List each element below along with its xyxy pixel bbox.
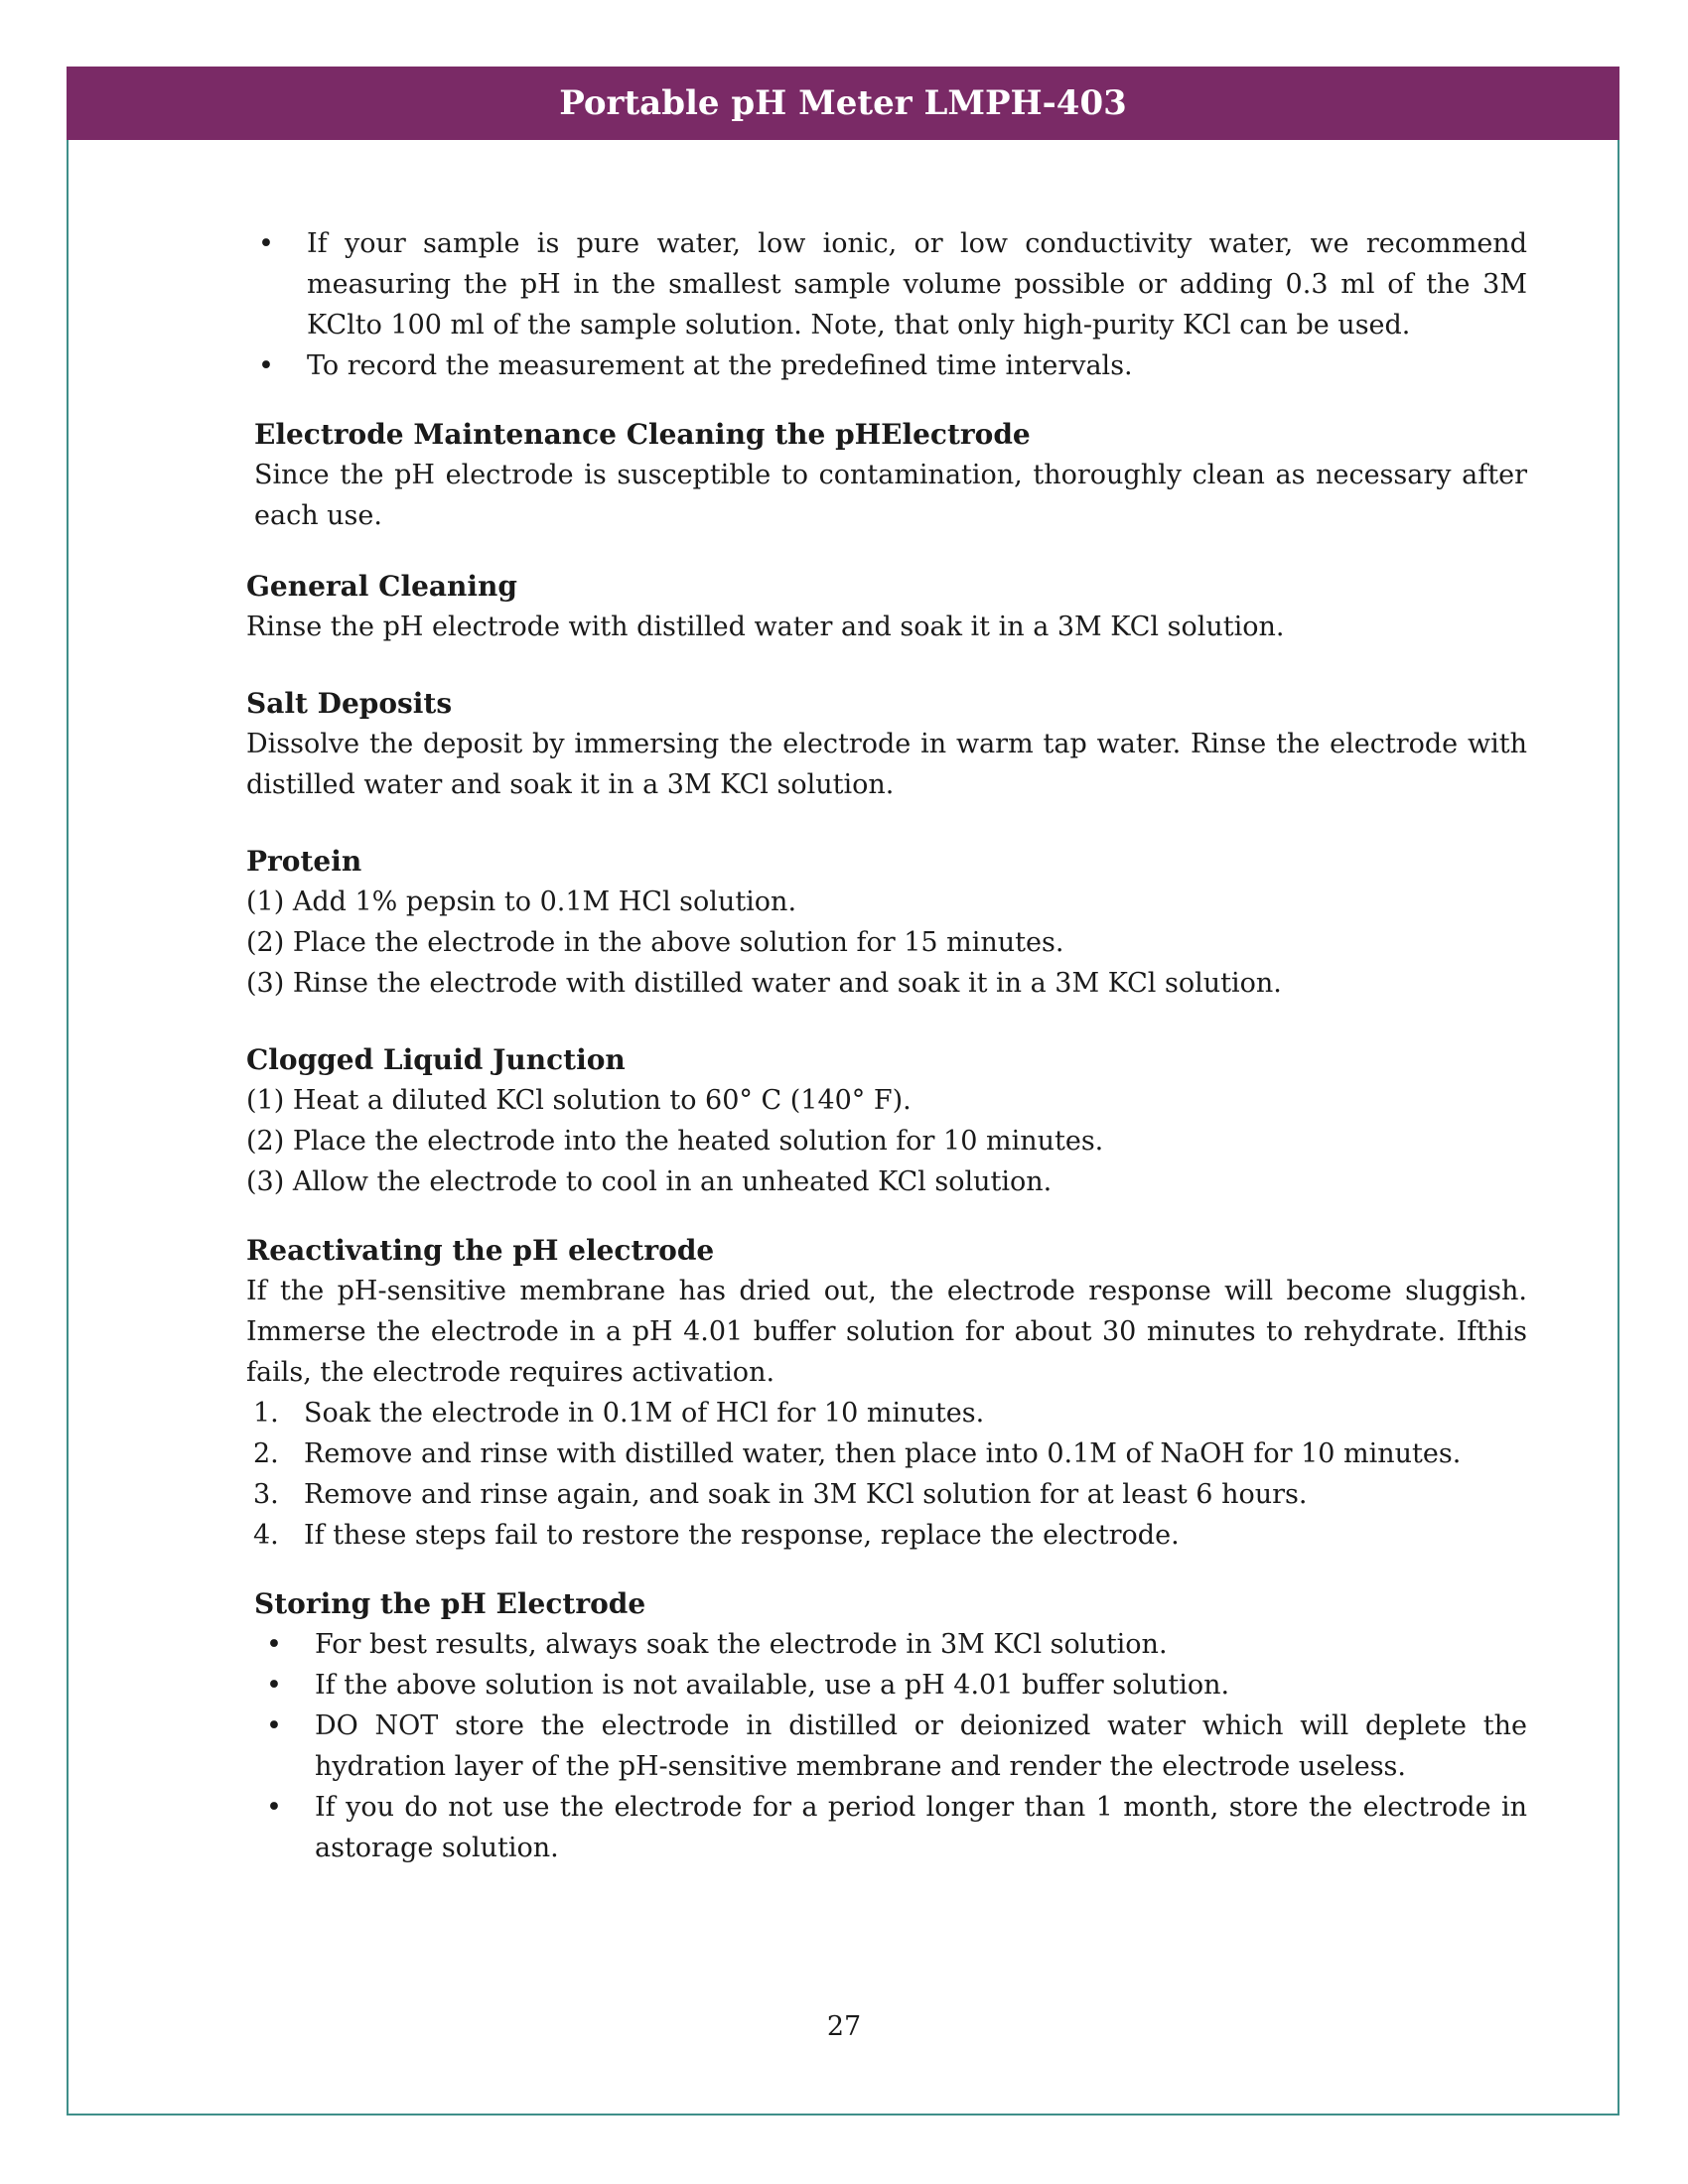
section-text: Rinse the pH electrode with distilled water and soak it in a 3M KCl solution.: [246, 612, 1285, 642]
list-item: 2. Remove and rinse with distilled water, then place into 0.1M of NaOH for 10 minutes.: [253, 1438, 1462, 1469]
page-number: 27: [826, 2011, 862, 2042]
step-line: (2) Place the electrode into the heated solution for 10 minutes.: [246, 1126, 1104, 1157]
maintenance-section: [254, 414, 1527, 536]
section-heading: Salt Deposits: [246, 687, 453, 720]
clogged-junction-section: [246, 1039, 1527, 1202]
step-line: (2) Place the electrode in the above solution for 15 minutes.: [246, 927, 1064, 958]
bullet-icon: •: [266, 1710, 282, 1741]
storing-bullet-list: [254, 1624, 1527, 1868]
section-heading: Protein: [246, 845, 362, 878]
section-heading: Storing the pH Electrode: [254, 1587, 646, 1620]
reactivation-steps: [246, 1393, 1527, 1556]
list-item: • DO NOT store the electrode in distilled or deionized water which will deplete the hydration layer of the pH-sensitive membrane and render the electrode useless.: [254, 1706, 1527, 1787]
list-item: 1. Soak the electrode in 0.1M of HCl for 10 minutes.: [253, 1398, 985, 1429]
bullet-icon: •: [258, 350, 274, 381]
page-content: [246, 223, 1527, 1868]
step-line: (1) Heat a diluted KCl solution to 60° C (140° F).: [246, 1085, 912, 1116]
header-title: Portable pH Meter LMPH-403: [559, 83, 1127, 123]
step-line: (1) Add 1% pepsin to 0.1M HCl solution.: [246, 887, 797, 917]
list-item: 4. If these steps fail to restore the response, replace the electrode.: [253, 1520, 1180, 1551]
intro-bullet-list: [246, 223, 1527, 386]
list-item: • If your sample is pure water, low ionic, or low conductivity water, we recommend measuring the pH in the smallest sample volume possible or adding 0.3 ml of the 3M KClto 100 ml of the sample solution. Note, that only high-purity KCl can be used.: [246, 223, 1527, 345]
list-item: • To record the measurement at the predefined time intervals.: [246, 345, 1527, 386]
section-heading: General Cleaning: [246, 570, 517, 603]
section-text: If the pH-sensitive membrane has dried out, the electrode response will become sluggish. Immerse the electrode in a pH 4.01 buffer solution for about 30 minutes to rehydrate. Ifthis fails, the electrode requires activation.: [246, 1276, 1527, 1388]
page-header: [67, 67, 1619, 140]
bullet-icon: •: [266, 1792, 282, 1823]
step-line: (3) Allow the electrode to cool in an unheated KCl solution.: [246, 1166, 1053, 1197]
section-text: Since the pH electrode is susceptible to contamination, thoroughly clean as necessary after each use.: [254, 460, 1527, 531]
section-heading: Clogged Liquid Junction: [246, 1043, 626, 1076]
step-line: (3) Rinse the electrode with distilled water and soak it in a 3M KCl solution.: [246, 968, 1282, 999]
section-heading: Electrode Maintenance Cleaning the pHElectrode: [254, 418, 1031, 451]
list-item: • If the above solution is not available, use a pH 4.01 buffer solution.: [254, 1665, 1527, 1706]
bullet-icon: •: [266, 1670, 282, 1701]
bullet-icon: •: [258, 228, 274, 259]
section-text: Dissolve the deposit by immersing the electrode in warm tap water. Rinse the electrode with distilled water and soak it in a 3M KCl solution.: [246, 729, 1527, 800]
list-item: • For best results, always soak the electrode in 3M KCl solution.: [254, 1624, 1527, 1665]
section-heading: Reactivating the pH electrode: [246, 1234, 715, 1267]
salt-deposits-section: [246, 683, 1527, 805]
bullet-icon: •: [266, 1629, 282, 1660]
storing-section: [254, 1583, 1527, 1868]
general-cleaning-section: [246, 566, 1527, 647]
list-item: 3. Remove and rinse again, and soak in 3M KCl solution for at least 6 hours.: [253, 1479, 1308, 1510]
protein-section: [246, 841, 1527, 1004]
list-item: • If you do not use the electrode for a period longer than 1 month, store the electrode in astorage solution.: [254, 1787, 1527, 1868]
reactivating-section: [246, 1230, 1527, 1556]
